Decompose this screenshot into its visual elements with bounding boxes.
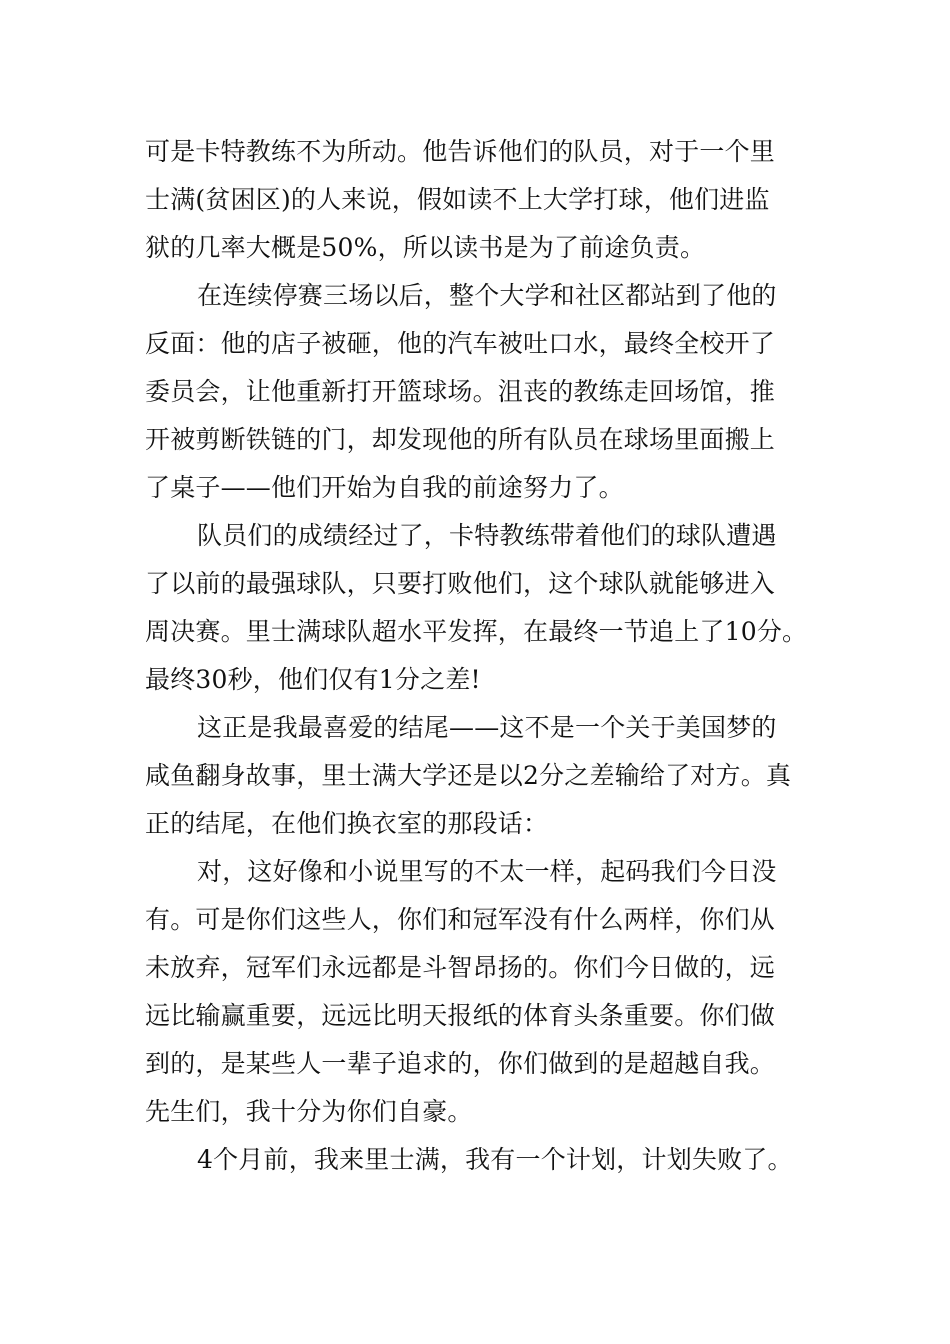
text-line: 远比输赢重要，远远比明天报纸的体育头条重要。你们做 xyxy=(145,1001,776,1030)
text-line: 开被剪断铁链的门，却发现他的所有队员在球场里面搬上 xyxy=(145,425,776,454)
text-line: 了桌子——他们开始为自我的前途努力了。 xyxy=(145,473,624,502)
text-line: 咸鱼翻身故事，里士满大学还是以2分之差输给了对方。真 xyxy=(145,761,792,790)
text-line: 狱的几率大概是50%，所以读书是为了前途负责。 xyxy=(145,233,706,262)
text-line: 到的，是某些人一辈子追求的，你们做到的是超越自我。 xyxy=(145,1049,776,1078)
text-line: 可是卡特教练不为所动。他告诉他们的队员，对于一个里 xyxy=(145,137,776,166)
paragraph-start-line: 队员们的成绩经过了，卡特教练带着他们的球队遭遇 xyxy=(197,521,777,550)
text-line: 先生们，我十分为你们自豪。 xyxy=(145,1097,473,1126)
paragraph-start-line: 对，这好像和小说里写的不太一样，起码我们今日没 xyxy=(197,857,777,886)
text-line: 了以前的最强球队，只要打败他们，这个球队就能够进入 xyxy=(145,569,776,598)
paragraph-start-line: 这正是我最喜爱的结尾——这不是一个关于美国梦的 xyxy=(197,713,777,742)
text-line: 正的结尾，在他们换衣室的那段话： xyxy=(145,809,549,838)
text-line: 周决赛。里士满球队超水平发挥，在最终一节追上了10分。 xyxy=(145,617,808,646)
text-line: 反面：他的店子被砸，他的汽车被吐口水，最终全校开了 xyxy=(145,329,776,358)
text-line: 未放弃，冠军们永远都是斗智昂扬的。你们今日做的，远 xyxy=(145,953,776,982)
paragraph-start-line: 4个月前，我来里士满，我有一个计划，计划失败了。 xyxy=(197,1145,793,1174)
text-line: 委员会，让他重新打开篮球场。沮丧的教练走回场馆，推 xyxy=(145,377,776,406)
text-line: 士满(贫困区)的人来说，假如读不上大学打球，他们进监 xyxy=(145,185,770,214)
paragraph-start-line: 在连续停赛三场以后，整个大学和社区都站到了他的 xyxy=(197,281,777,310)
body-text xyxy=(145,128,825,1184)
text-line: 有。可是你们这些人，你们和冠军没有什么两样，你们从 xyxy=(145,905,776,934)
text-line: 最终30秒，他们仅有1分之差! xyxy=(145,665,481,694)
